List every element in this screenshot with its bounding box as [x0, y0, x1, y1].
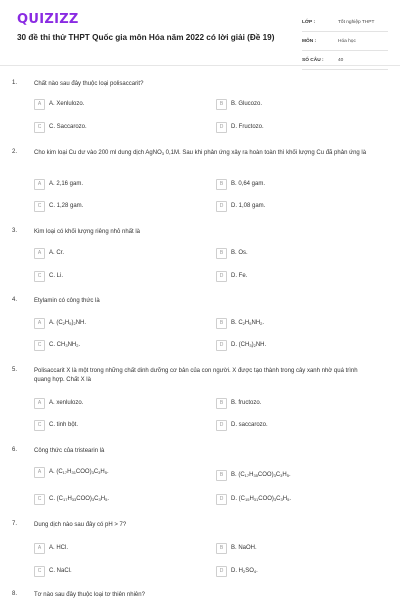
option-letter: D — [216, 420, 227, 431]
answer-option-d[interactable] — [216, 200, 376, 212]
meta-value: Tốt nghiệp THPT — [338, 19, 375, 25]
question-text: Dung dịch nào sau đây có pH > 7? — [34, 522, 127, 528]
answer-option-c[interactable] — [34, 270, 194, 282]
option-text: B. 0,64 gam. — [231, 181, 266, 187]
option-text: A. xenlulozo. — [49, 400, 84, 406]
option-text: A. 2,16 gam. — [49, 181, 84, 187]
meta-row-class — [302, 13, 388, 32]
answer-option-c[interactable] — [34, 121, 194, 133]
answer-option-d[interactable] — [216, 493, 376, 505]
question-text: Công thức của tristearin là — [34, 448, 105, 454]
option-letter: C — [34, 420, 45, 431]
option-text: D. $H_2SO_4$. — [231, 568, 258, 574]
question-number: 5. — [12, 367, 18, 373]
question-number: 7. — [12, 521, 18, 527]
divider — [0, 65, 400, 66]
quizizz-logo: QUIZIZZ — [17, 12, 79, 27]
option-text: C. Saccarozo. — [49, 124, 87, 130]
option-letter: C — [34, 271, 45, 282]
question-number: 2. — [12, 149, 18, 155]
option-letter: D — [216, 494, 227, 505]
question-text: Chất nào sau đây thuộc loại polisaccarit? — [34, 81, 144, 87]
answer-option-c[interactable] — [34, 200, 194, 212]
option-text: B. $C_2H_5NH_2$. — [231, 320, 265, 326]
option-text: B. fructozo. — [231, 400, 262, 406]
option-text: D. $(C_{15}H_{31}COO)_3C_3H_5$. — [231, 496, 291, 502]
meta-row-subject — [302, 32, 388, 51]
option-letter: C — [34, 340, 45, 351]
option-letter: D — [216, 201, 227, 212]
answer-option-b[interactable] — [216, 542, 376, 554]
option-letter: B — [216, 179, 227, 190]
option-letter: A — [34, 467, 45, 478]
answer-option-a[interactable] — [34, 397, 194, 409]
option-letter: B — [216, 248, 227, 259]
option-letter: B — [216, 470, 227, 481]
question-number: 6. — [12, 447, 18, 453]
answer-option-c[interactable] — [34, 565, 194, 577]
option-text: D. saccarozo. — [231, 422, 268, 428]
option-text: C. Li. — [49, 273, 64, 279]
option-text: D. 1,08 gam. — [231, 203, 266, 209]
answer-option-d[interactable] — [216, 565, 376, 577]
option-letter: C — [34, 122, 45, 133]
option-text: D. Fructozo. — [231, 124, 264, 130]
option-letter: B — [216, 543, 227, 554]
question-text: Etylamin có công thức là — [34, 298, 100, 304]
question-text: Kim loại có khối lượng riêng nhỏ nhất là — [34, 229, 141, 235]
question-number: 8. — [12, 591, 18, 597]
answer-option-a[interactable] — [34, 317, 194, 329]
question-text: Polisaccarit X là một trong những chất dinh dưỡng cơ bản của con người. X được tạo thành trong cây xanh nhờ quá trình quang hợp. Chất X là — [34, 368, 358, 383]
answer-option-a[interactable] — [34, 466, 194, 478]
meta-key: MÔN : — [302, 38, 317, 44]
option-letter: C — [34, 201, 45, 212]
option-letter: A — [34, 248, 45, 259]
option-text: B. Glucozo. — [231, 101, 263, 107]
option-letter: B — [216, 318, 227, 329]
meta-panel — [302, 13, 388, 70]
option-text: C. tinh bột. — [49, 422, 79, 428]
option-letter: D — [216, 122, 227, 133]
option-letter: D — [216, 566, 227, 577]
option-text: C. $CH_3NH_2$. — [49, 342, 81, 348]
option-text: A. $(C_{17}H_{31}COO)_3C_3H_5$. — [49, 469, 109, 475]
answer-option-b[interactable] — [216, 178, 376, 190]
option-text: D. $(CH_3)_2NH$. — [231, 342, 267, 348]
option-letter: B — [216, 99, 227, 110]
option-letter: A — [34, 99, 45, 110]
option-text: A. Cr. — [49, 250, 65, 256]
option-letter: C — [34, 566, 45, 577]
answer-option-b[interactable] — [216, 469, 376, 481]
meta-value: 40 — [338, 57, 344, 63]
option-letter: C — [34, 494, 45, 505]
question-number: 4. — [12, 297, 18, 303]
answer-option-d[interactable] — [216, 339, 376, 351]
answer-option-b[interactable] — [216, 317, 376, 329]
page-title: 30 đề thi thử THPT Quốc gia môn Hóa năm 2022 có lời giải (Đề 19) — [17, 33, 275, 42]
meta-key: LỚP : — [302, 19, 316, 25]
option-letter: D — [216, 271, 227, 282]
answer-option-c[interactable] — [34, 493, 194, 505]
answer-option-d[interactable] — [216, 270, 376, 282]
answer-option-a[interactable] — [34, 178, 194, 190]
question-text: Cho kim loại Cu dư vào 200 ml dung dịch AgNO$_3$ 0,1M. Sau khi phản ứng xảy ra hoàn toàn thì khối lượng Cu đã phản ứng là — [34, 150, 367, 156]
meta-key: SỐ CÂU : — [302, 57, 324, 63]
option-text: A. Xenlulozo. — [49, 101, 85, 107]
question-number: 3. — [12, 228, 18, 234]
answer-option-a[interactable] — [34, 542, 194, 554]
answer-option-c[interactable] — [34, 339, 194, 351]
option-text: A. HCl. — [49, 545, 69, 551]
option-text: C. NaCl. — [49, 568, 72, 574]
option-letter: D — [216, 340, 227, 351]
question-text: Tơ nào sau đây thuộc loại tơ thiên nhiên? — [34, 592, 145, 598]
answer-option-a[interactable] — [34, 247, 194, 259]
answer-option-c[interactable] — [34, 419, 194, 431]
meta-value: Hóa học — [338, 38, 356, 44]
answer-option-d[interactable] — [216, 121, 376, 133]
option-text: C. 1,28 gam. — [49, 203, 84, 209]
meta-row-count — [302, 51, 388, 70]
option-letter: A — [34, 543, 45, 554]
question-number: 1. — [12, 80, 18, 86]
option-text: B. $(C_{17}H_{35}COO)_3C_3H_5$. — [231, 472, 291, 478]
answer-option-a[interactable] — [34, 98, 194, 110]
option-text: A. $(C_2H_5)_2NH$. — [49, 320, 87, 326]
option-letter: A — [34, 398, 45, 409]
answer-option-b[interactable] — [216, 247, 376, 259]
option-letter: A — [34, 179, 45, 190]
option-letter: A — [34, 318, 45, 329]
answer-option-d[interactable] — [216, 419, 376, 431]
option-letter: B — [216, 398, 227, 409]
option-text: D. Fe. — [231, 273, 248, 279]
option-text: B. NaOH. — [231, 545, 257, 551]
answer-option-b[interactable] — [216, 98, 376, 110]
option-text: C. $(C_{17}H_{33}COO)_3C_3H_5$. — [49, 496, 109, 502]
answer-option-b[interactable] — [216, 397, 376, 409]
option-text: B. Os. — [231, 250, 248, 256]
